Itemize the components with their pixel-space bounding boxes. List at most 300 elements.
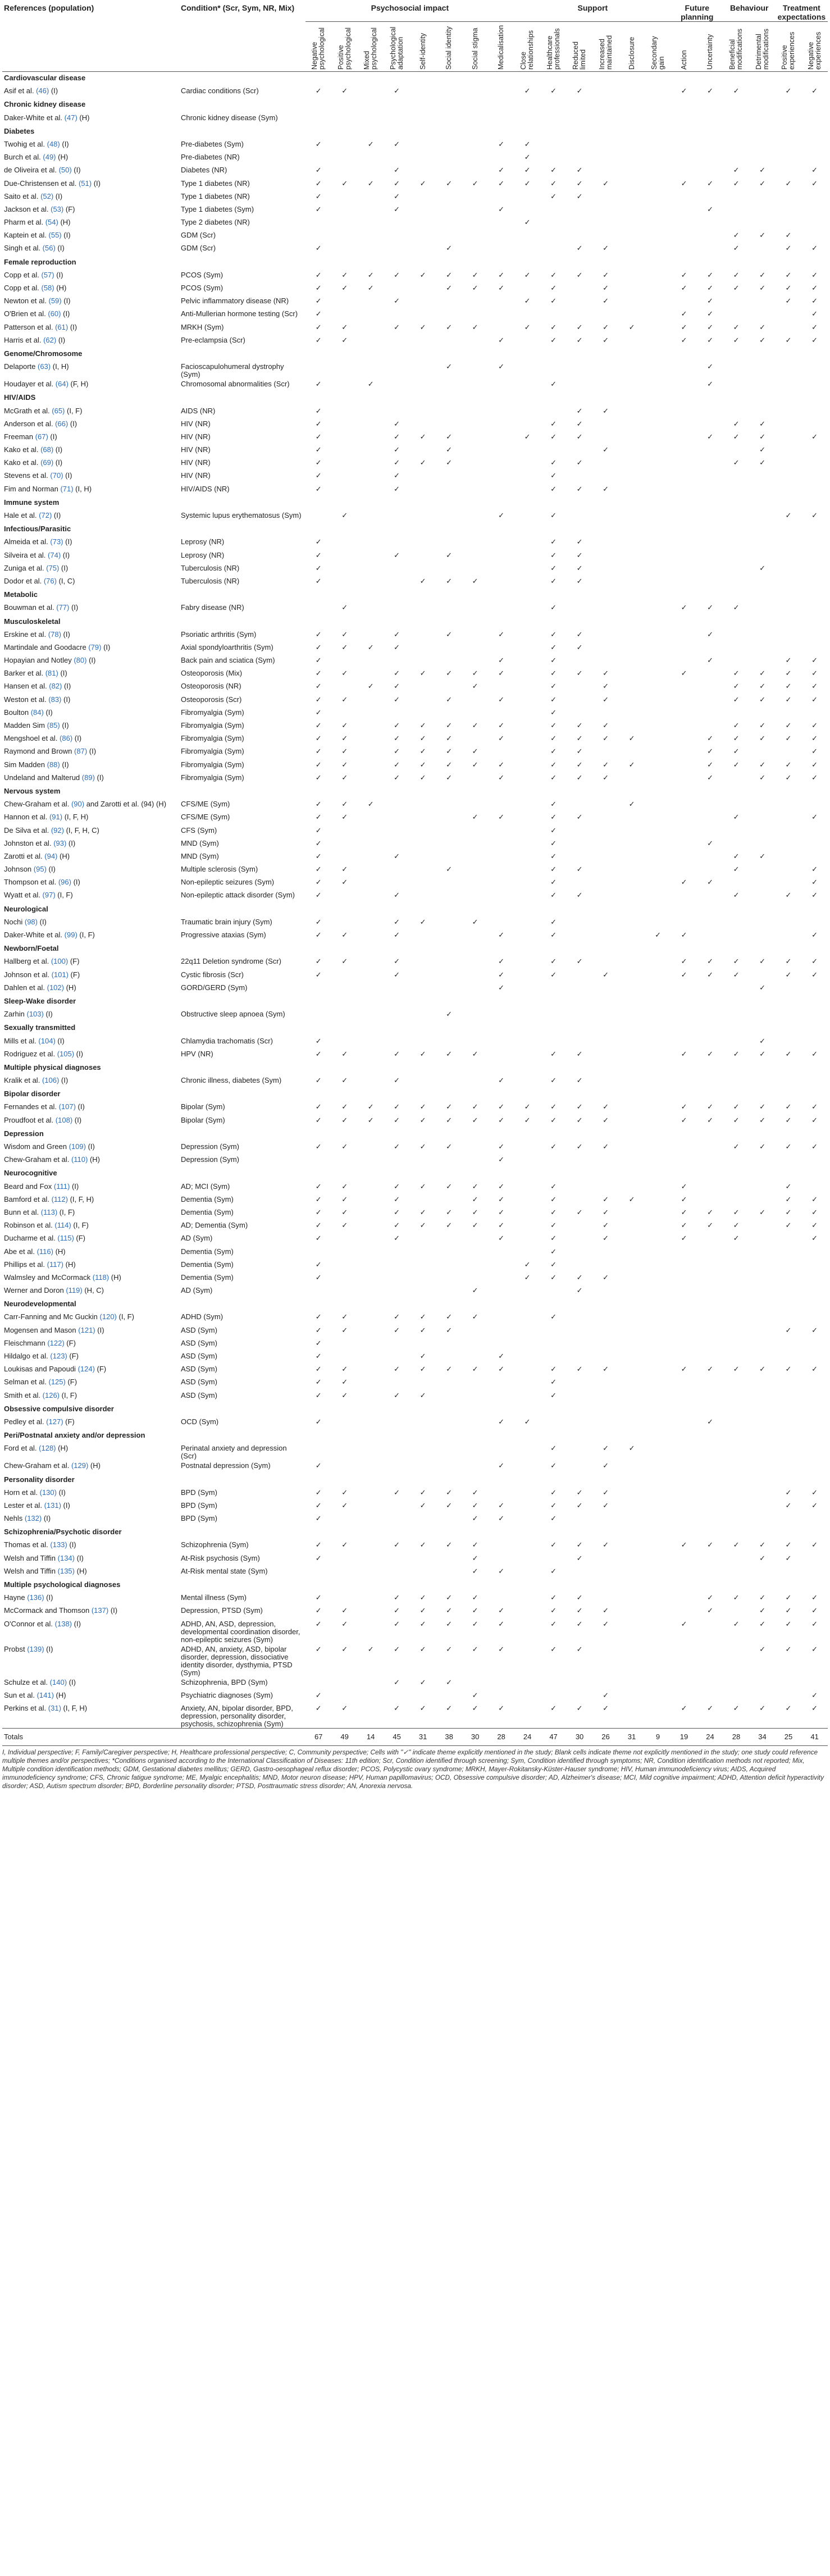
category-label: Chronic kidney disease	[4, 100, 86, 109]
citation-link[interactable]: (87)	[74, 747, 88, 756]
citation-link[interactable]: (109)	[69, 1142, 86, 1151]
theme-cell	[305, 1325, 331, 1338]
theme-cell	[462, 1154, 488, 1167]
theme-cell	[462, 1181, 488, 1194]
theme-cell	[436, 322, 462, 335]
check-mark-icon: ✓	[341, 1182, 348, 1191]
citation-link[interactable]: (110)	[71, 1155, 88, 1164]
reference-cell	[2, 217, 179, 230]
check-mark-icon: ✓	[550, 813, 557, 822]
theme-cell	[514, 243, 540, 256]
check-mark-icon: ✓	[707, 1102, 713, 1111]
theme-cell	[749, 217, 775, 230]
theme-cell	[801, 405, 828, 418]
theme-cell	[436, 1101, 462, 1114]
reference-author: de Oliveira et al.	[4, 166, 57, 175]
citation-link[interactable]: (111)	[53, 1182, 70, 1191]
citation-link[interactable]: (82)	[49, 682, 62, 691]
citation-link[interactable]: (47)	[64, 113, 77, 122]
check-mark-icon: ✓	[315, 1417, 322, 1426]
theme-cell	[776, 1220, 801, 1233]
citation-link[interactable]: (101)	[51, 970, 69, 979]
condition-cell: Fibromyalgia (Sym)	[180, 773, 244, 782]
citation-link[interactable]: (132)	[24, 1514, 42, 1523]
check-mark-icon: ✓	[576, 270, 583, 279]
theme-cell	[514, 1101, 540, 1114]
theme-cell	[801, 1500, 828, 1513]
theme-cell	[592, 1443, 618, 1460]
citation-link[interactable]: (50)	[58, 166, 72, 175]
theme-cell	[331, 230, 357, 243]
check-mark-icon: ✓	[785, 1102, 792, 1111]
theme-cell	[592, 956, 618, 969]
check-mark-icon: ✓	[341, 1606, 348, 1615]
theme-cell	[697, 1075, 723, 1088]
check-mark-icon: ✓	[341, 760, 348, 769]
reference-cell	[2, 1376, 179, 1389]
citation-link[interactable]: (79)	[88, 642, 102, 651]
theme-cell	[514, 1154, 540, 1167]
theme-cell	[331, 282, 357, 295]
reference-cell	[2, 1364, 179, 1376]
citation-link[interactable]: (51)	[78, 179, 92, 188]
citation-link[interactable]: (139)	[27, 1644, 44, 1653]
check-mark-icon: ✓	[759, 179, 765, 188]
table-row	[2, 1325, 828, 1338]
citation-link[interactable]: (81)	[45, 669, 58, 678]
reference-author: Selman et al.	[4, 1378, 47, 1387]
citation-link[interactable]: (68)	[40, 445, 54, 454]
check-mark-icon: ✓	[603, 970, 609, 979]
theme-cell	[436, 308, 462, 321]
theme-cell	[514, 1141, 540, 1154]
theme-cell	[358, 864, 384, 877]
check-mark-icon: ✓	[315, 86, 322, 95]
citation-link[interactable]: (49)	[43, 153, 56, 162]
theme-cell	[671, 308, 697, 321]
reference-author: Madden Sim	[4, 721, 45, 730]
population-code: (I)	[86, 656, 96, 665]
population-code: (I)	[74, 1049, 83, 1058]
theme-cell	[776, 1416, 801, 1429]
citation-link[interactable]: (133)	[50, 1540, 67, 1549]
theme-cell	[592, 799, 618, 811]
theme-cell	[488, 1101, 514, 1114]
theme-cell	[567, 956, 592, 969]
theme-cell	[384, 1703, 409, 1729]
theme-cell	[358, 746, 384, 759]
theme-cell	[697, 694, 723, 707]
citation-link[interactable]: (93)	[53, 838, 67, 847]
check-mark-icon: ✓	[733, 747, 740, 756]
check-mark-icon: ✓	[315, 760, 322, 769]
check-mark-icon: ✓	[472, 1182, 478, 1191]
table-row	[2, 1311, 828, 1324]
population-code: (H)	[57, 851, 70, 860]
theme-cell	[436, 112, 462, 125]
theme-cell	[749, 295, 775, 308]
citation-link[interactable]: (113)	[40, 1207, 58, 1216]
theme-cell	[462, 982, 488, 995]
citation-link[interactable]: (65)	[52, 406, 65, 415]
theme-cell	[723, 308, 749, 321]
check-mark-icon: ✓	[785, 891, 792, 900]
citation-link[interactable]: (100)	[51, 957, 69, 966]
theme-cell	[592, 1048, 618, 1061]
citation-link[interactable]: (117)	[47, 1260, 63, 1269]
citation-link[interactable]: (76)	[43, 576, 57, 585]
theme-cell	[462, 1553, 488, 1566]
citation-link[interactable]: (134)	[57, 1553, 75, 1562]
check-mark-icon: ✓	[550, 851, 557, 860]
citation-link[interactable]: (92)	[51, 826, 64, 835]
theme-cell	[723, 1285, 749, 1298]
reference-cell	[2, 1644, 179, 1677]
theme-cell	[619, 139, 645, 152]
theme-cell	[671, 1311, 697, 1324]
theme-cell	[645, 1390, 671, 1403]
theme-cell	[592, 444, 618, 457]
citation-link[interactable]: (98)	[24, 917, 38, 926]
citation-link[interactable]: (70)	[50, 471, 63, 480]
citation-link[interactable]: (90)	[71, 800, 85, 809]
check-mark-icon: ✓	[707, 656, 713, 665]
citation-link[interactable]: (83)	[48, 695, 62, 704]
theme-cell	[410, 1141, 436, 1154]
theme-cell	[384, 112, 409, 125]
citation-link[interactable]: (115)	[57, 1234, 74, 1243]
theme-cell	[619, 1443, 645, 1460]
theme-cell	[645, 1194, 671, 1207]
citation-link[interactable]: (126)	[42, 1390, 60, 1399]
citation-link[interactable]: (55)	[48, 231, 62, 240]
citation-link[interactable]: (128)	[39, 1444, 56, 1453]
citation-link[interactable]: (135)	[57, 1566, 75, 1575]
citation-link[interactable]: (53)	[51, 204, 64, 213]
theme-cell	[540, 1553, 566, 1566]
reference-author: O'Brien et al.	[4, 309, 46, 318]
theme-cell	[749, 243, 775, 256]
theme-cell	[723, 1220, 749, 1233]
citation-link[interactable]: (116)	[37, 1247, 53, 1256]
theme-cell	[488, 759, 514, 772]
theme-cell	[592, 877, 618, 890]
citation-link[interactable]: (125)	[48, 1378, 66, 1387]
theme-cell	[671, 707, 697, 720]
citation-link[interactable]: (127)	[46, 1417, 63, 1426]
theme-cell	[436, 772, 462, 785]
citation-link[interactable]: (130)	[39, 1488, 57, 1497]
theme-cell	[514, 929, 540, 942]
theme-cell	[619, 1220, 645, 1233]
reference-author: Saito et al.	[4, 192, 39, 200]
check-mark-icon: ✓	[472, 1312, 478, 1321]
theme-cell	[331, 510, 357, 523]
theme-cell	[305, 838, 331, 851]
condition-cell: Progressive ataxias (Sym)	[180, 931, 266, 939]
condition-cell: ASD (Sym)	[180, 1378, 217, 1387]
citation-link[interactable]: (73)	[50, 537, 63, 546]
theme-cell	[488, 361, 514, 379]
theme-cell	[592, 470, 618, 483]
citation-link[interactable]: (46)	[36, 86, 49, 95]
theme-cell	[749, 1075, 775, 1088]
reference-author: Chew-Graham et al.	[4, 800, 70, 809]
condition-cell: Chronic illness, diabetes (Sym)	[180, 1076, 282, 1085]
theme-cell	[436, 825, 462, 838]
theme-cell	[592, 1220, 618, 1233]
reference-author: Asif et al.	[4, 86, 34, 95]
reference-author: Sun et al.	[4, 1690, 35, 1699]
population-code: (I)	[61, 1501, 70, 1510]
citation-link[interactable]: (138)	[54, 1619, 72, 1628]
theme-cell	[488, 457, 514, 470]
theme-cell	[697, 1115, 723, 1128]
check-mark-icon: ✓	[498, 362, 505, 371]
citation-link[interactable]: (75)	[46, 563, 60, 572]
citation-link[interactable]: (54)	[45, 218, 58, 227]
check-mark-icon: ✓	[419, 1619, 426, 1628]
citation-link[interactable]: (94)	[44, 851, 58, 860]
citation-link[interactable]: (103)	[26, 1010, 44, 1019]
theme-cell	[410, 851, 436, 864]
check-mark-icon: ✓	[628, 322, 635, 331]
citation-link[interactable]: (120)	[99, 1312, 117, 1321]
check-mark-icon: ✓	[550, 917, 557, 926]
population-code: (I)	[95, 1325, 104, 1334]
theme-cell	[645, 1677, 671, 1690]
theme-cell	[436, 1141, 462, 1154]
population-code: (I)	[72, 1115, 82, 1124]
check-mark-icon: ✓	[733, 813, 740, 822]
citation-link[interactable]: (105)	[57, 1049, 75, 1058]
table-row	[2, 811, 828, 824]
check-mark-icon: ✓	[759, 1553, 765, 1562]
citation-link[interactable]: (112)	[51, 1194, 68, 1203]
category-row	[2, 995, 828, 1009]
citation-link[interactable]: (72)	[39, 511, 52, 519]
citation-link[interactable]: (96)	[58, 878, 71, 887]
citation-link[interactable]: (84)	[30, 708, 44, 717]
citation-link[interactable]: (63)	[38, 362, 51, 371]
citation-link[interactable]: (99)	[64, 931, 77, 939]
check-mark-icon: ✓	[603, 1461, 609, 1470]
citation-link[interactable]: (57)	[41, 270, 54, 279]
citation-link[interactable]: (66)	[55, 419, 69, 428]
citation-link[interactable]: (121)	[78, 1325, 95, 1334]
theme-cell	[305, 772, 331, 785]
theme-cell	[514, 956, 540, 969]
check-mark-icon: ✓	[341, 1488, 348, 1497]
theme-cell	[514, 484, 540, 496]
theme-cell	[671, 1644, 697, 1677]
theme-cell	[697, 969, 723, 982]
reference-cell	[2, 1605, 179, 1618]
citation-link[interactable]: (141)	[37, 1690, 54, 1699]
check-mark-icon: ✓	[550, 865, 557, 874]
theme-cell	[331, 1553, 357, 1566]
theme-cell	[592, 204, 618, 217]
citation-link[interactable]: (69)	[40, 458, 54, 467]
citation-link[interactable]: (60)	[48, 309, 61, 318]
population-code: (I)	[55, 1036, 65, 1045]
table-row	[2, 85, 828, 98]
theme-cell	[410, 707, 436, 720]
theme-cell	[514, 1036, 540, 1048]
citation-link[interactable]: (88)	[47, 760, 60, 769]
theme-cell	[567, 1677, 592, 1690]
citation-link[interactable]: (91)	[49, 813, 63, 822]
theme-cell	[358, 243, 384, 256]
theme-cell	[592, 431, 618, 444]
theme-cell	[697, 431, 723, 444]
table-row	[2, 563, 828, 576]
citation-link[interactable]: (78)	[48, 630, 61, 639]
citation-link[interactable]: (77)	[56, 603, 70, 612]
check-mark-icon: ✓	[498, 1194, 505, 1203]
theme-cell	[514, 1605, 540, 1618]
citation-link[interactable]: (64)	[55, 380, 69, 389]
theme-cell	[801, 982, 828, 995]
theme-cell	[436, 890, 462, 902]
theme-cell	[776, 295, 801, 308]
check-mark-icon: ✓	[341, 179, 348, 188]
population-code: (I)	[92, 179, 101, 188]
theme-cell	[358, 1154, 384, 1167]
citation-link[interactable]: (67)	[35, 432, 48, 441]
theme-cell	[776, 1325, 801, 1338]
theme-cell	[358, 191, 384, 204]
check-mark-icon: ✓	[811, 813, 818, 822]
category-label: Obsessive compulsive disorder	[4, 1404, 114, 1413]
check-mark-icon: ✓	[419, 1142, 426, 1151]
theme-cell	[358, 510, 384, 523]
reference-author: De Silva et al.	[4, 826, 49, 835]
check-mark-icon: ✓	[394, 1325, 400, 1334]
theme-cell	[619, 470, 645, 483]
citation-link[interactable]: (58)	[41, 284, 54, 292]
theme-cell	[384, 457, 409, 470]
theme-cell	[462, 642, 488, 655]
check-mark-icon: ✓	[811, 309, 818, 318]
citation-link[interactable]: (124)	[77, 1365, 95, 1374]
theme-cell	[514, 470, 540, 483]
citation-link[interactable]: (74)	[48, 550, 61, 559]
theme-cell	[540, 694, 566, 707]
citation-link[interactable]: (59)	[48, 297, 62, 306]
check-mark-icon: ✓	[759, 1365, 765, 1374]
theme-cell	[462, 825, 488, 838]
theme-cell	[776, 405, 801, 418]
citation-link[interactable]: (136)	[27, 1593, 44, 1602]
theme-cell	[384, 1644, 409, 1677]
citation-link[interactable]: (71)	[60, 484, 74, 493]
theme-cell	[488, 470, 514, 483]
citation-link[interactable]: (122)	[47, 1338, 65, 1347]
citation-link[interactable]: (123)	[50, 1352, 67, 1360]
check-mark-icon: ✓	[576, 458, 583, 467]
citation-link[interactable]: (86)	[60, 734, 73, 743]
theme-cell	[723, 602, 749, 615]
check-mark-icon: ✓	[576, 86, 583, 95]
reference-cell	[2, 295, 179, 308]
theme-cell	[697, 759, 723, 772]
citation-link[interactable]: (106)	[42, 1076, 60, 1085]
citation-link[interactable]: (118)	[92, 1273, 110, 1282]
citation-link[interactable]: (107)	[58, 1102, 76, 1111]
theme-cell	[645, 295, 671, 308]
citation-link[interactable]: (108)	[55, 1115, 73, 1124]
theme-cell	[567, 694, 592, 707]
theme-cell	[671, 772, 697, 785]
theme-cell	[384, 335, 409, 348]
theme-cell	[410, 1605, 436, 1618]
theme-cell	[671, 536, 697, 549]
theme-header	[384, 22, 409, 72]
citation-link[interactable]: (140)	[49, 1677, 67, 1686]
citation-link[interactable]: (56)	[42, 244, 56, 253]
citation-link[interactable]: (104)	[38, 1036, 56, 1045]
citation-link[interactable]: (48)	[47, 139, 60, 148]
check-mark-icon: ✓	[785, 231, 792, 240]
citation-link[interactable]: (80)	[74, 656, 87, 665]
theme-cell	[592, 361, 618, 379]
category-label: Schizophrenia/Psychotic disorder	[4, 1528, 122, 1537]
theme-cell	[749, 191, 775, 204]
citation-link[interactable]: (52)	[40, 192, 54, 200]
citation-link[interactable]: (129)	[71, 1461, 89, 1470]
check-mark-icon: ✓	[341, 1115, 348, 1124]
theme-cell	[488, 746, 514, 759]
theme-cell	[671, 917, 697, 929]
check-mark-icon: ✓	[472, 1102, 478, 1111]
theme-cell	[723, 405, 749, 418]
citation-link[interactable]: (85)	[47, 721, 60, 730]
theme-cell	[697, 668, 723, 681]
theme-cell	[358, 890, 384, 902]
theme-cell	[358, 152, 384, 165]
citation-link[interactable]: (89)	[81, 773, 95, 782]
citation-link[interactable]: (131)	[44, 1501, 61, 1510]
check-mark-icon: ✓	[733, 432, 740, 441]
citation-link[interactable]: (97)	[42, 891, 56, 900]
condition-cell: Osteoporosis (Mix)	[180, 669, 243, 678]
citation-link[interactable]: (119)	[66, 1286, 83, 1295]
theme-cell	[358, 629, 384, 642]
theme-cell	[436, 1075, 462, 1088]
check-mark-icon: ✓	[733, 231, 740, 240]
reference-cell	[2, 681, 179, 694]
check-mark-icon: ✓	[576, 1049, 583, 1058]
citation-link[interactable]: (137)	[91, 1606, 109, 1615]
citation-link[interactable]: (102)	[47, 983, 64, 992]
theme-cell	[801, 1390, 828, 1403]
check-mark-icon: ✓	[315, 419, 322, 428]
theme-cell	[410, 1553, 436, 1566]
theme-cell	[436, 1513, 462, 1526]
theme-cell	[384, 1009, 409, 1022]
check-mark-icon: ✓	[315, 878, 322, 887]
citation-link[interactable]: (95)	[33, 865, 47, 874]
citation-link[interactable]: (61)	[55, 322, 69, 331]
theme-cell	[567, 1141, 592, 1154]
citation-link[interactable]: (114)	[54, 1221, 71, 1230]
theme-cell	[331, 1703, 357, 1729]
check-mark-icon: ✓	[341, 322, 348, 331]
check-mark-icon: ✓	[550, 838, 557, 847]
citation-link[interactable]: (31)	[48, 1703, 61, 1712]
citation-link[interactable]: (62)	[43, 335, 57, 344]
